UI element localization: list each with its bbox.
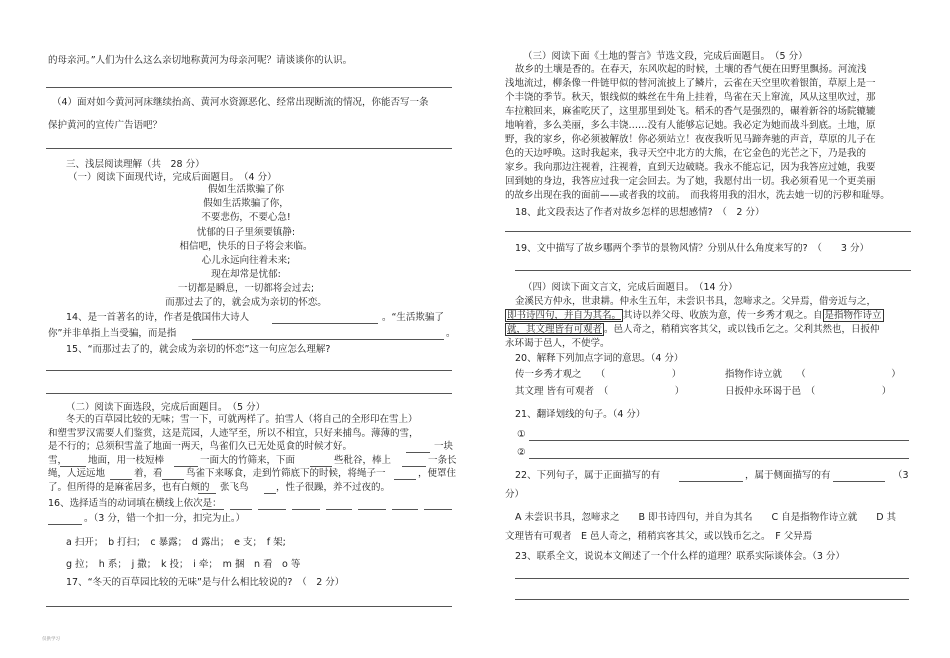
poem-line: 假如生活欺骗了你 (207, 184, 284, 195)
fill-blank[interactable] (110, 479, 132, 480)
q22-options2: 文理皆有可观者 E 邑人奇之，稍稍宾客其父，或以钱币乞之。 F 父异焉 (505, 531, 813, 542)
answer-blank[interactable] (392, 509, 418, 510)
passage-fill-text: 一条长 (428, 455, 457, 466)
q20-text: 其文理 皆有可观者 (515, 386, 595, 397)
passage-fill-text: ，便罩住 (418, 468, 457, 479)
passage-fill-text: 一面大的竹筛来，下面 (200, 455, 296, 466)
answer-line[interactable] (529, 458, 909, 459)
passage-text: 。邑人奇之，稍稍宾客其父，或以钱币乞之。父利其然也，日扳仲 (604, 324, 880, 335)
q22-line1-c: （3 (893, 470, 909, 481)
q23: 23、联系全文，说说本文阐述了一个什么样的道理？联系实际谈体会。（3 分） (515, 551, 845, 562)
answer-line (515, 270, 911, 271)
poem-line: 假如生活欺骗了你， (203, 198, 289, 209)
answer-line (46, 370, 452, 371)
q4-line1: （4）面对如今黄河河床继续抬高、黄河水资源恶化、经常出现断流的情况，你能否写一条 (52, 97, 429, 108)
passage-line: 冬天的百草园比较的无味；雪一下，可就两样了。拍雪人（将自己的全形印在雪上） (66, 414, 418, 425)
q16-options2: g 拉； h 系； j 撒； k 投； i 牵； m 捆 n 看 o 等 (66, 559, 301, 570)
q14-line1-a: 14、是一首著名的诗，作者是俄国伟大诗人 (66, 312, 250, 323)
passage-fill-text: 鸟雀下来啄食，走到竹筛底下的时候，将绳子一 (186, 468, 386, 479)
part1-header: （一）阅读下面现代诗，完成后面题目。 （4 分） (68, 172, 277, 183)
section3-title: 三、浅层阅读理解（共 28 分） (66, 159, 205, 170)
passage-line: 浅地流过，柳条像一件链甲似的替河流披上了鳞片，云雀在天空里吹着银笛，草原上是一 (505, 78, 876, 89)
poem-line: 一切都是瞬息，一切都将会过去; (177, 283, 315, 294)
answer-blank[interactable] (358, 509, 386, 510)
poem-line: 现在却常是忧郁: (211, 269, 281, 280)
q20-item-d: 日扳仲永环谒于邑 （ ） (725, 386, 892, 397)
passage-line: 色的天边呼唤。这时我起来，我寻天空中北方的大熊，在它金色的光芒之下，乃是我的 (505, 148, 867, 159)
answer-blank[interactable] (424, 509, 452, 510)
fill-blank[interactable] (394, 479, 416, 480)
fill-blank[interactable] (406, 452, 430, 453)
q20-item-b: 指物作诗立就 （ ） (725, 369, 901, 380)
q20-text: 日扳仲永环谒于邑 (725, 386, 802, 397)
passage-fill-text: 雪， (48, 455, 68, 466)
q20-text: 指物作诗立就 (725, 369, 783, 380)
answer-line[interactable] (529, 440, 909, 441)
q21-mark-1: ① (517, 429, 526, 440)
answer-blank[interactable] (202, 509, 224, 510)
passage-line-3 (505, 323, 880, 336)
q22-blank-indirect[interactable] (833, 481, 885, 482)
q14-blank-meaning[interactable] (192, 339, 444, 340)
passage-line: 故乡的土壤是香的。在春天，东风吹起的时候，土壤的香气便在田野里飘扬。河流浅 (515, 64, 867, 75)
poem-line: 相信吧，快乐的日子将会来临。 (179, 241, 313, 252)
answer-line (46, 606, 452, 607)
passage-line-2 (505, 309, 884, 322)
fill-blank[interactable] (198, 493, 216, 494)
q20-item-c: 其文理 皆有可观者 （ ） (515, 386, 685, 397)
passage-fill-text: 一块 (434, 441, 454, 452)
q20-item-a: 传一乡秀才观之 （ ） (515, 369, 682, 380)
q22-line2: 分） (505, 489, 525, 500)
q21: 21、翻译划线的句子。（4 分） (515, 409, 646, 420)
answer-line[interactable] (515, 599, 909, 600)
answer-blank[interactable] (258, 509, 286, 510)
q22-line1-b: ，属于侧面描写的有 (745, 470, 831, 481)
q15: 15、“而那过去了的，就会成为亲切的怀恋”这一句应怎么理解? (66, 344, 331, 355)
answer-line (505, 231, 911, 232)
q16-options1: a 扫开； b 打扫； c 暴露； d 露出； e 支； f 架; (66, 537, 286, 548)
underlined-sentence-1: 即书诗四句，并自为其名。 (507, 310, 622, 321)
passage-line: 车拉粮回来，麻雀吃厌了，这里那里到处飞。稻禾的香气是强烈的，碾着新谷的场院辘辘 (505, 106, 876, 117)
passage-fill-text: 绳，人远远地 (48, 468, 106, 479)
answer-blank[interactable] (230, 509, 252, 510)
passage-line: 野，我的家乡，你必须被解放！你必须站立！夜夜我听见马蹄奔驰的声音，草原的儿子在 (505, 134, 876, 145)
passage-fill-text: 地面，用一枝短棒 (88, 455, 165, 466)
passage-line: 的故乡出现在我的面前——或者我的坟前。 而我将用我的泪水，洗去她一切的污秽和耻辱。 (505, 190, 890, 201)
part2-header: （二）阅读下面选段，完成后面题目。 （5 分） (66, 402, 266, 413)
passage-fill-text: 着，看 (134, 468, 163, 479)
q16-line2: 。（3 分，错一个扣一分，扣完为止。） (84, 513, 246, 524)
passage-line: 和塑雪罗汉需要人们鉴赏，这是荒园，人迹罕至，所以不相宜，只好来捕鸟。薄薄的雪， (48, 428, 419, 439)
q20-text: 传一乡秀才观之 (515, 369, 582, 380)
passage-line: 回到她的身边，我答应过我一定会回去。为了她，我愿付出一切。我必须看见一个更美丽 (505, 176, 876, 187)
q18: 18、此文段表达了作者对故乡怎样的思想感情? （ 2 分） (515, 207, 765, 218)
passage-line: 金溪民方仲永，世隶耕。仲永生五年，未尝识书具，忽啼求之。父异焉，借旁近与之， (515, 296, 877, 307)
boxed-text: 是指物作诗立 (824, 310, 882, 321)
q17: 17、“冬天的百草园比较的无味”是与什么相比较说的? （ 2 分） (66, 577, 345, 588)
q21-mark-2: ② (517, 447, 526, 458)
answer-blank[interactable] (292, 509, 320, 510)
q20: 20、解释下列加点字词的意思。（4 分） (515, 353, 684, 364)
passage-line: 地响着，多么美丽，多么丰饶……没有人能够忘记她。我必定为她而战斗到底。土地，原 (505, 120, 876, 131)
answer-line (46, 87, 452, 88)
part3-header: （三）阅读下面《土地的誓言》节选文段，完成后面题目。 （5 分） (523, 51, 808, 62)
part4-header: （四）阅读下面文言文，完成后面题目。 （14 分） (523, 282, 738, 293)
passage-fill-text: 张飞鸟 (220, 482, 249, 493)
poem-line: 心儿永远向往着未来; (201, 255, 291, 266)
poem-line: 忧郁的日子里须要镇静: (196, 227, 296, 238)
q16-line1: 16、选择适当的动词填在横线上依次是： (48, 498, 222, 509)
passage-line: 永环谒于邑人，不使学。 (505, 338, 610, 349)
q14-line2-b: 。 (446, 328, 456, 339)
passage-fill-text: 了。但所得的是麻雀居多，也有白颊的 (48, 482, 210, 493)
answer-line[interactable] (515, 578, 909, 579)
q22-line1-a: 22、下列句子，属于正面描写的有 (515, 470, 661, 481)
q14-blank-poet[interactable] (272, 323, 378, 324)
footer-note: 仅供学习 (42, 637, 60, 642)
q22-options1: A 未尝识书具，忽啼求之 B 即书诗四句，并自为其名 C 自是指物作诗立就 D 其 (515, 512, 897, 523)
answer-line (46, 148, 452, 149)
passage-line: 个丰饶的季节。秋天，银线似的蛛丝在牛角上挂着，鸟雀在天上窜流，风从这里吹过，那 (505, 92, 876, 103)
q14-line2-a: 你”并非单指上当受骗，而是指 (48, 328, 177, 339)
passage-text: 其诗以养父母、收族为意，传一乡秀才观之。自 (623, 310, 823, 321)
poem-line: 而那过去了的，就会成为亲切的怀恋。 (165, 297, 327, 308)
q14-line1-b: 。“生活欺骗了 (382, 312, 444, 323)
fill-blank[interactable] (162, 479, 184, 480)
answer-blank[interactable] (326, 509, 352, 510)
q22-blank-direct[interactable] (679, 481, 743, 482)
answer-line (46, 393, 452, 394)
fill-blank[interactable] (264, 493, 276, 494)
q19: 19、文中描写了故乡哪两个季节的景物风情？分别从什么角度来写的? （ 3 分） (515, 243, 869, 254)
intro-question-tail: 的母亲河。”人们为什么这么亲切地称黄河为母亲河呢？请谈谈你的认识。 (48, 55, 353, 66)
passage-line: 是不行的；总须积雪盖了地面一两天，鸟雀们久已无处觅食的时候才好。 (48, 441, 353, 452)
passage-fill-text: ，性子很躁，养不过夜的。 (276, 482, 391, 493)
underlined-sentence-2: 就，其文理皆有可观者 (507, 324, 603, 335)
answer-blank[interactable] (48, 524, 82, 525)
passage-fill-text: 些秕谷，棒上 (334, 455, 392, 466)
passage-line: 家乡。我向那边注视着，注视着，直到天边破晓。我永不能忘记，因为我答应过她，我要 (505, 162, 876, 173)
poem-line: 不要悲伤，不要心急! (201, 212, 291, 223)
q4-line2: 保护黄河的宣传广告语吧？ (48, 120, 163, 131)
